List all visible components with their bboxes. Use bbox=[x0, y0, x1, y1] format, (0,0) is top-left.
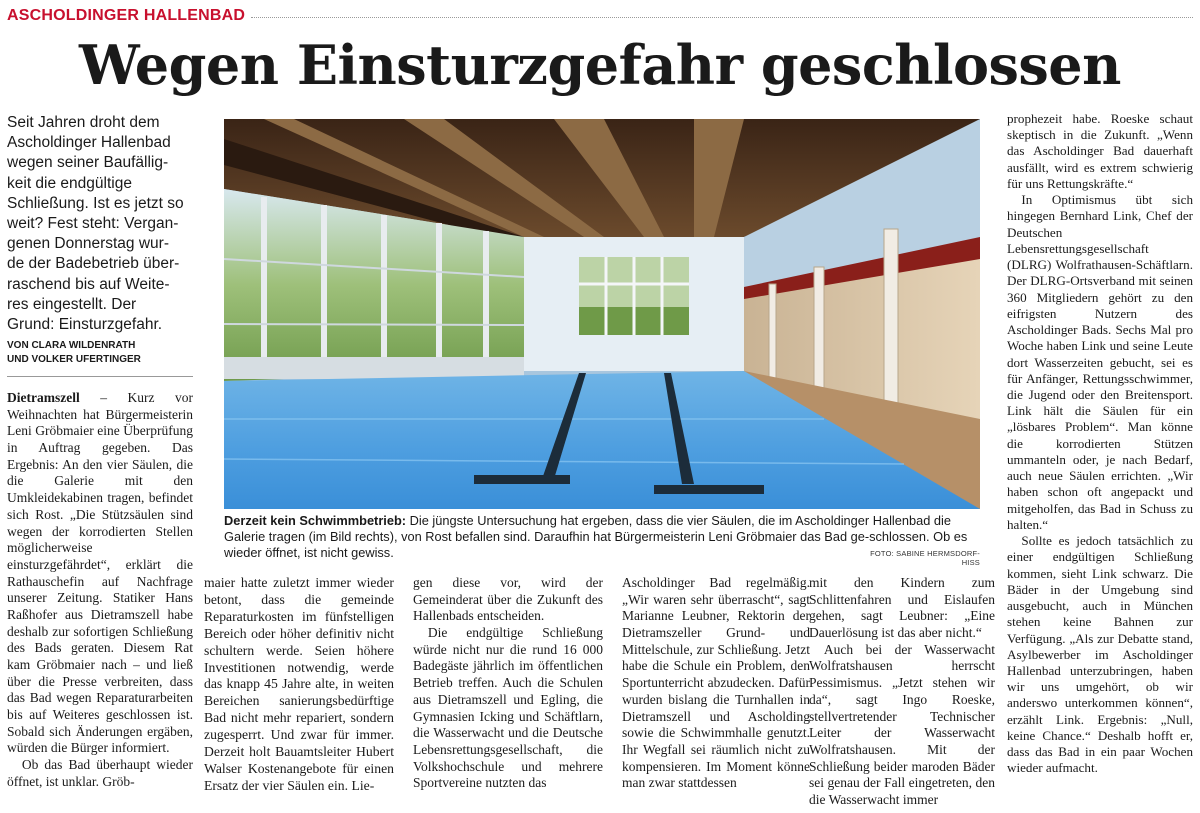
lead-line: weit? Fest steht: Vergan- bbox=[7, 215, 179, 233]
kicker-label: ASCHOLDINGER HALLENBAD bbox=[7, 7, 246, 24]
lead-line: wegen seiner Baufällig- bbox=[7, 154, 169, 172]
article-column-1 bbox=[7, 390, 193, 808]
lead-line: de der Badebetrieb über- bbox=[7, 255, 180, 273]
byline bbox=[7, 339, 193, 367]
section-kicker bbox=[7, 5, 1193, 27]
dateline: Dietramszell bbox=[7, 390, 80, 405]
pool-photo-image bbox=[224, 119, 980, 509]
article-paragraph: mit den Kindern zum Schlittenfahren und Eislaufen gehen, sagt Leubner: „Eine Dauerlösung ist das aber nicht.“ bbox=[809, 575, 995, 641]
article-column-4 bbox=[622, 575, 810, 810]
article-paragraph: maier hatte zuletzt immer wieder betont, dass die gemeinde Reparaturkosten im fünfstelligen Bereich oder höher definitiv nicht schultern werde. Seien höhere Investitionen notwendig, werde das knapp 45 Jahre alte, in weiten Bereichen sanierungsbedürftige Bad nicht mehr repariert, sondern zugesperrt. Und zwar für immer. Derzeit holt Bauamtsleiter Hubert Walser Kostenangebote für einen Ersatz der vier Säulen ein. Lie- bbox=[204, 575, 394, 793]
article-column-6 bbox=[1007, 111, 1193, 809]
article-paragraph: Ascholdinger Bad regelmäßig. „Wir waren sehr überrascht“, sagt Marianne Leubner, Rektorin der Dietramszeller Grund- und Mittelschule, zur Schließung. Jetzt habe die Schule ein Problem, den Sportunterricht abzudecken. Dafür wurden bislang die Turnhallen in Dietramszell und Ascholding sowie die Schwimmhalle genutzt. Ihr Wegfall sei räumlich nicht zu kompensieren. Im Moment könne man zwar stattdessen bbox=[622, 575, 810, 791]
lead-paragraph bbox=[7, 113, 210, 335]
lead-line: Schließung. Ist es jetzt so bbox=[7, 194, 184, 212]
caption-text: Die jüngste Untersuchung hat ergeben, dass die vier Säulen, die im Ascholdinger Hallenbad die Galerie tragen (im Bild rechts), von Rost befallen sind. Daraufhin hat Bürgermeisterin Leni Gröbmaier das Bad ge-schlossen. Ob es wieder öffnet, ist nicht gewiss. bbox=[224, 513, 968, 560]
paragraph-text: – Kurz vor Weihnachten hat Bürgermeisterin Leni Gröbmaier eine Überprüfung in Auftrag gegeben. Das Ergebnis: An den vier Säulen, die die Galerie mit den Umkleidekabinen tragen, befindet sich Rost. „Die Stützsäulen sind wegen der korrodierten Stellen möglicherweise einsturzgefährdet“, erklärt die Rathauschefin auf Nachfrage unserer Zeitung. Statiker Hans Raßhofer aus Dietramszell habe deshalb zur sofortigen Schließung des Bads geraten. Diesem Rat kam Gröbmaier nach – und ließ über die Presse verbreiten, dass das Bad wegen Reparaturarbeiten bis auf Weiteres geschlossen ist. Sobald sich Änderungen ergäben, würden die Bürger informiert. bbox=[7, 390, 193, 756]
article-column-5 bbox=[809, 575, 995, 810]
lead-line: Ascholdinger Hallenbad bbox=[7, 134, 171, 152]
article-paragraph: gen diese vor, wird der Gemeinderat über die Zukunft des Hallenbads entscheiden. bbox=[413, 575, 603, 624]
article-paragraph: In Optimismus übt sich hingegen Bernhard Link, Chef der Deutschen Lebensrettungsgesellschaft (DLRG) Wolfrathausen-Schäftlarn. Der DLRG-Ortsverband mit seinen 360 Mitgliedern gehört zu den eifrigsten Nutzern des Ascholdinger Bads. Sechs Mal pro Woche haben Link und seine Leute dort Wasserzeiten gebucht, sei es für Anfänger, Rettungsschwimmer, die Jugend oder den Breitensport. Link hält die Säulen für ein „lösbares Problem“. Man könne die korrodierten Stützen ummanteln oder, je nach Bedarf, auch neue Säulen errichten. „Wir haben schon oft angepackt und mitgeholfen, das Bad in Schuss zu halten.“ bbox=[1007, 192, 1193, 532]
lead-line: genen Donnerstag wur- bbox=[7, 235, 169, 253]
article-column-2 bbox=[204, 575, 394, 810]
byline-rule bbox=[7, 376, 193, 377]
headline: Wegen Einsturzgefahr geschlossen bbox=[79, 33, 1121, 97]
lead-line: raschend bis auf Weite- bbox=[7, 275, 170, 293]
photo-credit: FOTO: SABINE HERMSDORF-HISS bbox=[870, 549, 980, 567]
article-column-3 bbox=[413, 575, 603, 810]
article-paragraph: Ob das Bad überhaupt wieder öffnet, ist unklar. Gröb- bbox=[7, 757, 193, 789]
pool-photo bbox=[224, 119, 980, 509]
article-paragraph: Die endgültige Schließung würde nicht nur die rund 16 000 Badegäste jährlich im öffentlichen Betrieb treffen. Auch die Schulen aus Dietramszell und Egling, die Gymnasien Icking und Schäftlarn, die Wasserwacht und die Deutsche Lebensrettungsgesellschaft, die Volkshochschule und mehrere Sportvereine nutzten das bbox=[413, 625, 603, 791]
article-paragraph: Sollte es jedoch tatsächlich zu einer endgültigen Schließung kommen, sieht Link schwarz. Die Bäder in der Umgebung sind ausgebucht, auch in München stehen keine Bahnen zur Verfügung. „Als zur Debatte stand, Asylbewerber im Ascholdinger Hallenbad unterzubringen, haben wir uns umgehört, ob wir anderswo unterkommen können“, erzählt Link. Ergebnis: „Null, keine Chance.“ Deshalb hofft er, dass das Bad in ein paar Wochen wieder aufmacht. bbox=[1007, 533, 1193, 776]
article-paragraph: prophezeit habe. Roeske schaut skeptisch in die Zukunft. „Wenn das Ascholdinger Bad dauerhaft ausfällt, wird es extrem schwierig für uns Rettungskräfte.“ bbox=[1007, 111, 1193, 191]
article-paragraph bbox=[7, 390, 193, 757]
byline-line: VON CLARA WILDENRATH bbox=[7, 340, 136, 351]
article-paragraph: Auch bei der Wasserwacht Wolfratshausen herrscht Pessimismus. „Jetzt stehen wir da“, sagt Ingo Roeske, stellvertretender Technischer Leiter der Wasserwacht Wolfratshausen. Mit der Schließung beider maroden Bäder sei genau der Fall eingetreten, den die Wasserwacht immer bbox=[809, 641, 995, 807]
lead-line: Seit Jahren droht dem bbox=[7, 114, 160, 131]
byline-line: UND VOLKER UFERTINGER bbox=[7, 354, 141, 365]
caption-lead: Derzeit kein Schwimmbetrieb: bbox=[224, 513, 407, 528]
lead-line: res eingestellt. Der bbox=[7, 295, 137, 313]
kicker-rule bbox=[251, 17, 1193, 18]
lead-line: Grund: Einsturzgefahr. bbox=[7, 316, 163, 334]
lead-line: keit die endgültige bbox=[7, 174, 132, 192]
